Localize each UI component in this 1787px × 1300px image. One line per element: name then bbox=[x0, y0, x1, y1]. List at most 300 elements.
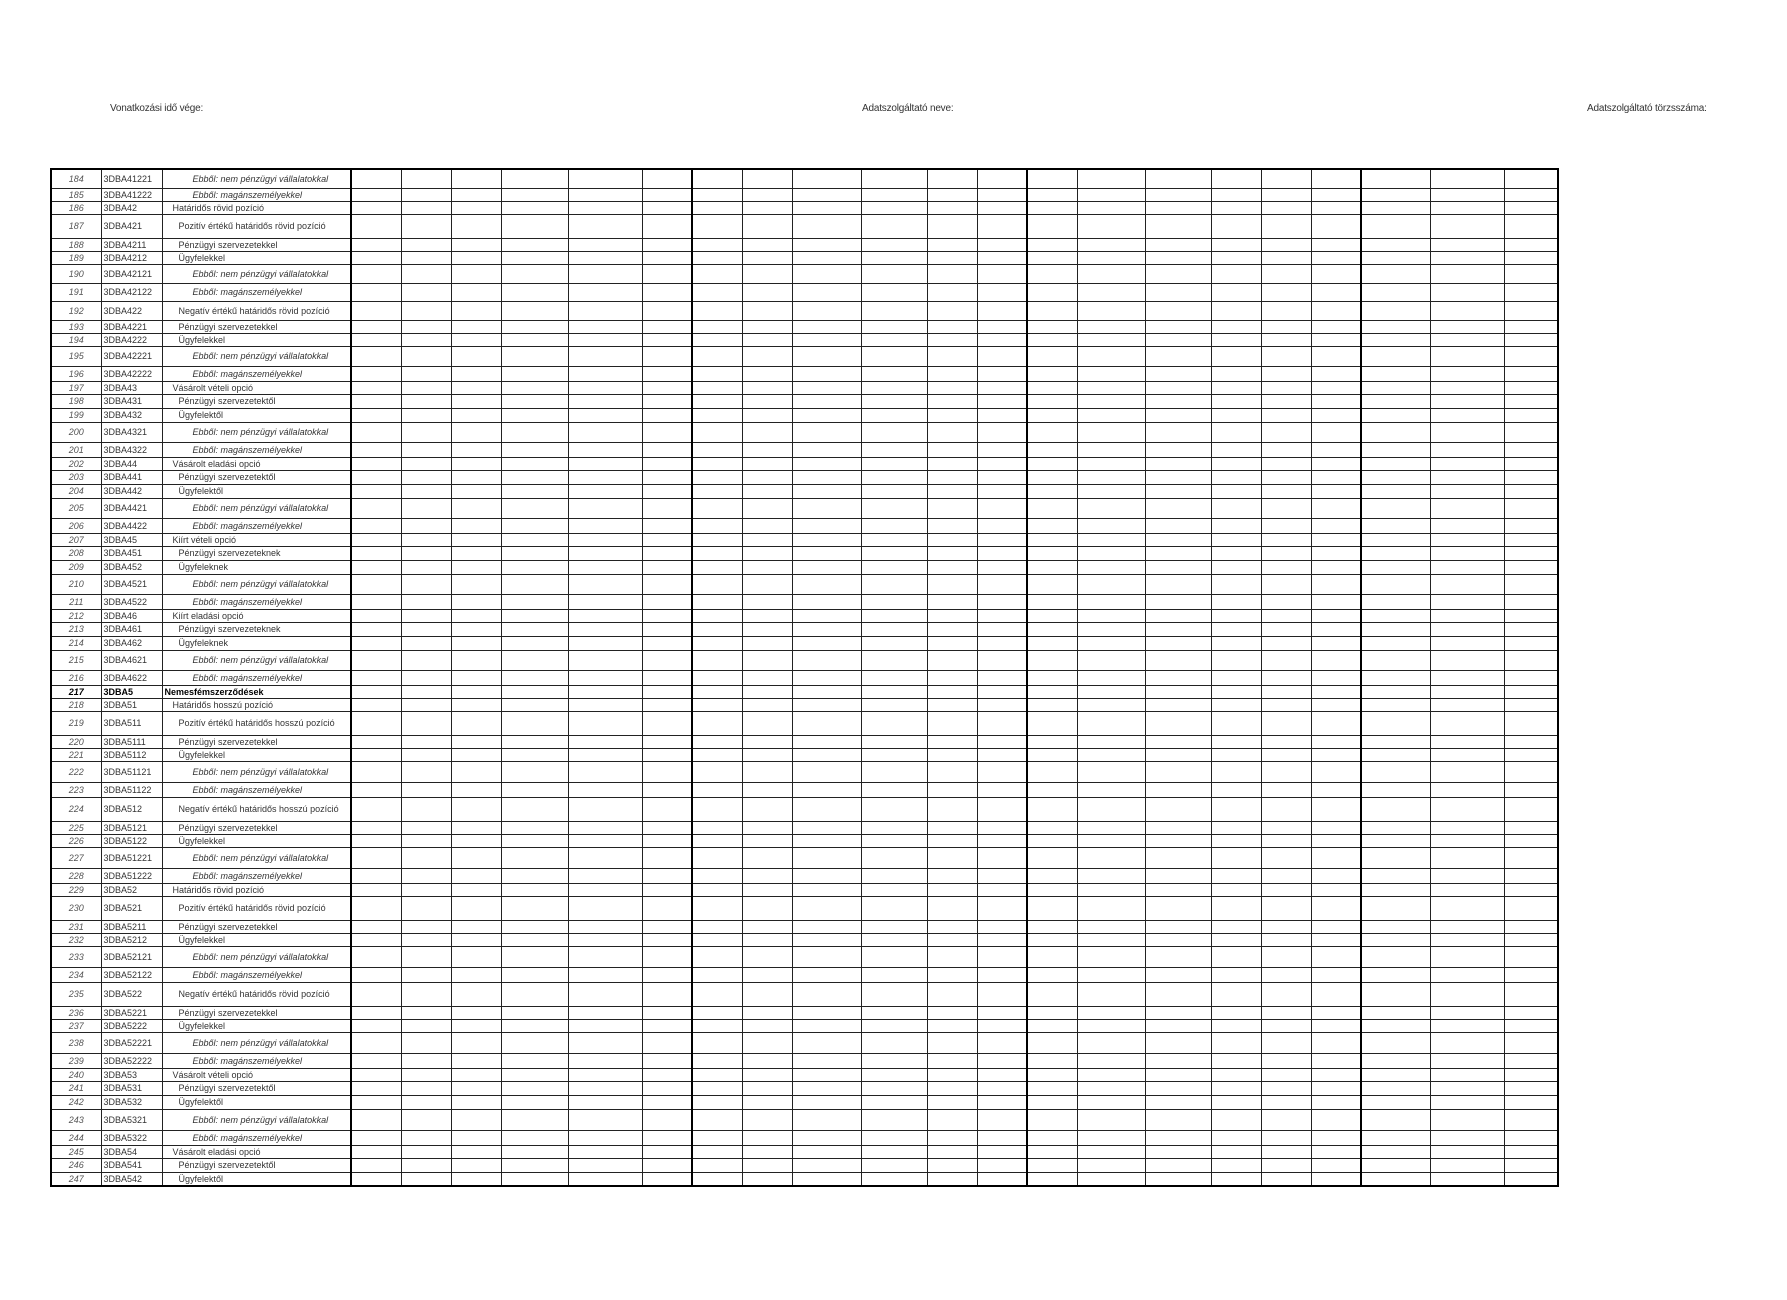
data-cell[interactable] bbox=[501, 470, 568, 484]
data-cell[interactable] bbox=[401, 381, 451, 394]
data-cell[interactable] bbox=[742, 394, 792, 408]
data-cell[interactable] bbox=[568, 408, 642, 422]
data-cell[interactable] bbox=[568, 967, 642, 982]
data-cell[interactable] bbox=[861, 546, 927, 560]
data-cell[interactable] bbox=[742, 609, 792, 622]
data-cell[interactable] bbox=[1261, 1109, 1311, 1130]
data-cell[interactable] bbox=[742, 169, 792, 188]
data-cell[interactable] bbox=[642, 761, 692, 782]
data-cell[interactable] bbox=[1211, 1068, 1261, 1081]
data-cell[interactable] bbox=[1361, 169, 1430, 188]
data-cell[interactable] bbox=[1145, 609, 1211, 622]
data-cell[interactable] bbox=[1027, 394, 1077, 408]
data-cell[interactable] bbox=[692, 214, 742, 238]
data-cell[interactable] bbox=[692, 685, 742, 698]
data-cell[interactable] bbox=[451, 1145, 501, 1158]
data-cell[interactable] bbox=[1261, 1032, 1311, 1053]
data-cell[interactable] bbox=[1077, 761, 1145, 782]
data-cell[interactable] bbox=[501, 301, 568, 320]
data-cell[interactable] bbox=[1361, 422, 1430, 442]
data-cell[interactable] bbox=[742, 946, 792, 967]
data-cell[interactable] bbox=[792, 533, 861, 546]
data-cell[interactable] bbox=[1361, 320, 1430, 333]
data-cell[interactable] bbox=[1145, 698, 1211, 711]
data-cell[interactable] bbox=[1430, 670, 1504, 685]
data-cell[interactable] bbox=[1311, 782, 1361, 797]
data-cell[interactable] bbox=[401, 834, 451, 847]
data-cell[interactable] bbox=[401, 1081, 451, 1095]
data-cell[interactable] bbox=[1077, 498, 1145, 518]
data-cell[interactable] bbox=[1361, 982, 1430, 1006]
data-cell[interactable] bbox=[1261, 609, 1311, 622]
data-cell[interactable] bbox=[351, 366, 401, 381]
data-cell[interactable] bbox=[1504, 698, 1558, 711]
data-cell[interactable] bbox=[351, 636, 401, 650]
data-cell[interactable] bbox=[927, 1019, 977, 1032]
data-cell[interactable] bbox=[351, 1006, 401, 1019]
data-cell[interactable] bbox=[1430, 594, 1504, 609]
data-cell[interactable] bbox=[568, 650, 642, 670]
data-cell[interactable] bbox=[927, 1130, 977, 1145]
data-cell[interactable] bbox=[642, 594, 692, 609]
data-cell[interactable] bbox=[451, 283, 501, 301]
data-cell[interactable] bbox=[1430, 636, 1504, 650]
data-cell[interactable] bbox=[1027, 636, 1077, 650]
data-cell[interactable] bbox=[1430, 498, 1504, 518]
data-cell[interactable] bbox=[1145, 188, 1211, 201]
data-cell[interactable] bbox=[1361, 301, 1430, 320]
data-cell[interactable] bbox=[568, 868, 642, 883]
data-cell[interactable] bbox=[1145, 735, 1211, 748]
data-cell[interactable] bbox=[1027, 201, 1077, 214]
data-cell[interactable] bbox=[642, 264, 692, 283]
data-cell[interactable] bbox=[451, 251, 501, 264]
data-cell[interactable] bbox=[1311, 868, 1361, 883]
data-cell[interactable] bbox=[1361, 1019, 1430, 1032]
data-cell[interactable] bbox=[1027, 609, 1077, 622]
data-cell[interactable] bbox=[501, 518, 568, 533]
data-cell[interactable] bbox=[927, 920, 977, 933]
data-cell[interactable] bbox=[792, 896, 861, 920]
data-cell[interactable] bbox=[642, 609, 692, 622]
data-cell[interactable] bbox=[792, 982, 861, 1006]
data-cell[interactable] bbox=[501, 797, 568, 821]
data-cell[interactable] bbox=[1077, 560, 1145, 574]
data-cell[interactable] bbox=[451, 518, 501, 533]
data-cell[interactable] bbox=[927, 470, 977, 484]
data-cell[interactable] bbox=[642, 470, 692, 484]
data-cell[interactable] bbox=[568, 1081, 642, 1095]
data-cell[interactable] bbox=[1361, 920, 1430, 933]
data-cell[interactable] bbox=[1211, 283, 1261, 301]
data-cell[interactable] bbox=[977, 484, 1027, 498]
data-cell[interactable] bbox=[927, 188, 977, 201]
data-cell[interactable] bbox=[1211, 238, 1261, 251]
data-cell[interactable] bbox=[1261, 422, 1311, 442]
data-cell[interactable] bbox=[568, 748, 642, 761]
data-cell[interactable] bbox=[1504, 685, 1558, 698]
data-cell[interactable] bbox=[1027, 333, 1077, 346]
data-cell[interactable] bbox=[742, 201, 792, 214]
data-cell[interactable] bbox=[501, 1172, 568, 1186]
data-cell[interactable] bbox=[977, 847, 1027, 868]
data-cell[interactable] bbox=[501, 609, 568, 622]
data-cell[interactable] bbox=[1311, 622, 1361, 636]
data-cell[interactable] bbox=[692, 933, 742, 946]
data-cell[interactable] bbox=[927, 442, 977, 457]
data-cell[interactable] bbox=[861, 982, 927, 1006]
data-cell[interactable] bbox=[977, 408, 1027, 422]
data-cell[interactable] bbox=[451, 484, 501, 498]
data-cell[interactable] bbox=[401, 422, 451, 442]
data-cell[interactable] bbox=[1311, 320, 1361, 333]
data-cell[interactable] bbox=[1027, 650, 1077, 670]
data-cell[interactable] bbox=[792, 346, 861, 366]
data-cell[interactable] bbox=[501, 650, 568, 670]
data-cell[interactable] bbox=[1430, 868, 1504, 883]
data-cell[interactable] bbox=[927, 498, 977, 518]
data-cell[interactable] bbox=[692, 1053, 742, 1068]
data-cell[interactable] bbox=[351, 1019, 401, 1032]
data-cell[interactable] bbox=[1027, 346, 1077, 366]
data-cell[interactable] bbox=[1145, 457, 1211, 470]
data-cell[interactable] bbox=[692, 394, 742, 408]
data-cell[interactable] bbox=[742, 1145, 792, 1158]
data-cell[interactable] bbox=[1077, 283, 1145, 301]
data-cell[interactable] bbox=[451, 821, 501, 834]
data-cell[interactable] bbox=[1145, 650, 1211, 670]
data-cell[interactable] bbox=[1261, 201, 1311, 214]
data-cell[interactable] bbox=[351, 883, 401, 896]
data-cell[interactable] bbox=[568, 422, 642, 442]
data-cell[interactable] bbox=[1027, 1158, 1077, 1172]
data-cell[interactable] bbox=[1145, 1068, 1211, 1081]
data-cell[interactable] bbox=[401, 1019, 451, 1032]
data-cell[interactable] bbox=[861, 422, 927, 442]
data-cell[interactable] bbox=[1027, 748, 1077, 761]
data-cell[interactable] bbox=[1027, 797, 1077, 821]
data-cell[interactable] bbox=[1361, 670, 1430, 685]
data-cell[interactable] bbox=[977, 1095, 1027, 1109]
data-cell[interactable] bbox=[501, 834, 568, 847]
data-cell[interactable] bbox=[861, 283, 927, 301]
data-cell[interactable] bbox=[742, 1130, 792, 1145]
data-cell[interactable] bbox=[1077, 748, 1145, 761]
data-cell[interactable] bbox=[1261, 238, 1311, 251]
data-cell[interactable] bbox=[1211, 797, 1261, 821]
data-cell[interactable] bbox=[1211, 498, 1261, 518]
data-cell[interactable] bbox=[1504, 264, 1558, 283]
data-cell[interactable] bbox=[1261, 748, 1311, 761]
data-cell[interactable] bbox=[642, 1019, 692, 1032]
data-cell[interactable] bbox=[927, 946, 977, 967]
data-cell[interactable] bbox=[642, 1081, 692, 1095]
data-cell[interactable] bbox=[927, 346, 977, 366]
data-cell[interactable] bbox=[401, 883, 451, 896]
data-cell[interactable] bbox=[568, 1130, 642, 1145]
data-cell[interactable] bbox=[1361, 283, 1430, 301]
data-cell[interactable] bbox=[1027, 782, 1077, 797]
data-cell[interactable] bbox=[1311, 711, 1361, 735]
data-cell[interactable] bbox=[977, 821, 1027, 834]
data-cell[interactable] bbox=[927, 1109, 977, 1130]
data-cell[interactable] bbox=[1361, 698, 1430, 711]
data-cell[interactable] bbox=[1145, 982, 1211, 1006]
data-cell[interactable] bbox=[927, 868, 977, 883]
data-cell[interactable] bbox=[1261, 457, 1311, 470]
data-cell[interactable] bbox=[1027, 868, 1077, 883]
data-cell[interactable] bbox=[1311, 698, 1361, 711]
data-cell[interactable] bbox=[1145, 422, 1211, 442]
data-cell[interactable] bbox=[1211, 188, 1261, 201]
data-cell[interactable] bbox=[451, 498, 501, 518]
data-cell[interactable] bbox=[742, 546, 792, 560]
data-cell[interactable] bbox=[1504, 442, 1558, 457]
data-cell[interactable] bbox=[1361, 408, 1430, 422]
data-cell[interactable] bbox=[1027, 622, 1077, 636]
data-cell[interactable] bbox=[451, 711, 501, 735]
data-cell[interactable] bbox=[642, 1109, 692, 1130]
data-cell[interactable] bbox=[351, 381, 401, 394]
data-cell[interactable] bbox=[927, 735, 977, 748]
data-cell[interactable] bbox=[861, 711, 927, 735]
data-cell[interactable] bbox=[861, 650, 927, 670]
data-cell[interactable] bbox=[742, 685, 792, 698]
data-cell[interactable] bbox=[401, 933, 451, 946]
data-cell[interactable] bbox=[792, 761, 861, 782]
data-cell[interactable] bbox=[1077, 1158, 1145, 1172]
data-cell[interactable] bbox=[568, 238, 642, 251]
data-cell[interactable] bbox=[1361, 238, 1430, 251]
data-cell[interactable] bbox=[1504, 457, 1558, 470]
data-cell[interactable] bbox=[1430, 238, 1504, 251]
data-cell[interactable] bbox=[692, 1019, 742, 1032]
data-cell[interactable] bbox=[1430, 381, 1504, 394]
data-cell[interactable] bbox=[568, 533, 642, 546]
data-cell[interactable] bbox=[1261, 650, 1311, 670]
data-cell[interactable] bbox=[351, 594, 401, 609]
data-cell[interactable] bbox=[401, 533, 451, 546]
data-cell[interactable] bbox=[642, 782, 692, 797]
data-cell[interactable] bbox=[861, 1145, 927, 1158]
data-cell[interactable] bbox=[1430, 920, 1504, 933]
data-cell[interactable] bbox=[1311, 797, 1361, 821]
data-cell[interactable] bbox=[742, 883, 792, 896]
data-cell[interactable] bbox=[401, 636, 451, 650]
data-cell[interactable] bbox=[401, 457, 451, 470]
data-cell[interactable] bbox=[692, 782, 742, 797]
data-cell[interactable] bbox=[1077, 1130, 1145, 1145]
data-cell[interactable] bbox=[1027, 1145, 1077, 1158]
data-cell[interactable] bbox=[1504, 967, 1558, 982]
data-cell[interactable] bbox=[1145, 394, 1211, 408]
data-cell[interactable] bbox=[451, 320, 501, 333]
data-cell[interactable] bbox=[1361, 188, 1430, 201]
data-cell[interactable] bbox=[742, 1068, 792, 1081]
data-cell[interactable] bbox=[1145, 711, 1211, 735]
data-cell[interactable] bbox=[501, 896, 568, 920]
data-cell[interactable] bbox=[1027, 169, 1077, 188]
data-cell[interactable] bbox=[1145, 1006, 1211, 1019]
data-cell[interactable] bbox=[501, 201, 568, 214]
data-cell[interactable] bbox=[501, 1081, 568, 1095]
data-cell[interactable] bbox=[1261, 982, 1311, 1006]
data-cell[interactable] bbox=[861, 1109, 927, 1130]
data-cell[interactable] bbox=[501, 283, 568, 301]
data-cell[interactable] bbox=[1211, 761, 1261, 782]
data-cell[interactable] bbox=[1311, 1068, 1361, 1081]
data-cell[interactable] bbox=[1504, 1109, 1558, 1130]
data-cell[interactable] bbox=[1211, 1158, 1261, 1172]
data-cell[interactable] bbox=[1145, 546, 1211, 560]
data-cell[interactable] bbox=[1361, 622, 1430, 636]
data-cell[interactable] bbox=[351, 711, 401, 735]
data-cell[interactable] bbox=[568, 1109, 642, 1130]
data-cell[interactable] bbox=[742, 748, 792, 761]
data-cell[interactable] bbox=[401, 518, 451, 533]
data-cell[interactable] bbox=[451, 896, 501, 920]
data-cell[interactable] bbox=[792, 201, 861, 214]
data-cell[interactable] bbox=[501, 1158, 568, 1172]
data-cell[interactable] bbox=[977, 546, 1027, 560]
data-cell[interactable] bbox=[642, 821, 692, 834]
data-cell[interactable] bbox=[1430, 422, 1504, 442]
data-cell[interactable] bbox=[351, 408, 401, 422]
data-cell[interactable] bbox=[351, 609, 401, 622]
data-cell[interactable] bbox=[568, 264, 642, 283]
data-cell[interactable] bbox=[1361, 1109, 1430, 1130]
data-cell[interactable] bbox=[1077, 264, 1145, 283]
data-cell[interactable] bbox=[1027, 1053, 1077, 1068]
data-cell[interactable] bbox=[1311, 650, 1361, 670]
data-cell[interactable] bbox=[861, 484, 927, 498]
data-cell[interactable] bbox=[1361, 442, 1430, 457]
data-cell[interactable] bbox=[1311, 1081, 1361, 1095]
data-cell[interactable] bbox=[351, 670, 401, 685]
data-cell[interactable] bbox=[792, 518, 861, 533]
data-cell[interactable] bbox=[1261, 821, 1311, 834]
data-cell[interactable] bbox=[861, 188, 927, 201]
data-cell[interactable] bbox=[1261, 1053, 1311, 1068]
data-cell[interactable] bbox=[1145, 283, 1211, 301]
data-cell[interactable] bbox=[1027, 847, 1077, 868]
data-cell[interactable] bbox=[642, 214, 692, 238]
data-cell[interactable] bbox=[1077, 946, 1145, 967]
data-cell[interactable] bbox=[351, 394, 401, 408]
data-cell[interactable] bbox=[692, 735, 742, 748]
data-cell[interactable] bbox=[568, 797, 642, 821]
data-cell[interactable] bbox=[977, 283, 1027, 301]
data-cell[interactable] bbox=[642, 698, 692, 711]
data-cell[interactable] bbox=[451, 169, 501, 188]
data-cell[interactable] bbox=[861, 457, 927, 470]
data-cell[interactable] bbox=[1211, 650, 1261, 670]
data-cell[interactable] bbox=[1077, 883, 1145, 896]
data-cell[interactable] bbox=[1027, 408, 1077, 422]
data-cell[interactable] bbox=[1077, 169, 1145, 188]
data-cell[interactable] bbox=[1311, 883, 1361, 896]
data-cell[interactable] bbox=[692, 868, 742, 883]
data-cell[interactable] bbox=[861, 442, 927, 457]
data-cell[interactable] bbox=[927, 457, 977, 470]
data-cell[interactable] bbox=[927, 834, 977, 847]
data-cell[interactable] bbox=[742, 301, 792, 320]
data-cell[interactable] bbox=[692, 1109, 742, 1130]
data-cell[interactable] bbox=[401, 1130, 451, 1145]
data-cell[interactable] bbox=[1311, 1145, 1361, 1158]
data-cell[interactable] bbox=[1504, 560, 1558, 574]
data-cell[interactable] bbox=[977, 251, 1027, 264]
data-cell[interactable] bbox=[1261, 560, 1311, 574]
data-cell[interactable] bbox=[1504, 1053, 1558, 1068]
data-cell[interactable] bbox=[351, 821, 401, 834]
data-cell[interactable] bbox=[642, 711, 692, 735]
data-cell[interactable] bbox=[501, 1109, 568, 1130]
data-cell[interactable] bbox=[927, 1172, 977, 1186]
data-cell[interactable] bbox=[977, 301, 1027, 320]
data-cell[interactable] bbox=[977, 1145, 1027, 1158]
data-cell[interactable] bbox=[1361, 748, 1430, 761]
data-cell[interactable] bbox=[1027, 457, 1077, 470]
data-cell[interactable] bbox=[1311, 1095, 1361, 1109]
data-cell[interactable] bbox=[1504, 735, 1558, 748]
data-cell[interactable] bbox=[501, 546, 568, 560]
data-cell[interactable] bbox=[861, 533, 927, 546]
data-cell[interactable] bbox=[927, 883, 977, 896]
data-cell[interactable] bbox=[1504, 1019, 1558, 1032]
data-cell[interactable] bbox=[742, 346, 792, 366]
data-cell[interactable] bbox=[692, 594, 742, 609]
data-cell[interactable] bbox=[351, 650, 401, 670]
data-cell[interactable] bbox=[568, 1145, 642, 1158]
data-cell[interactable] bbox=[642, 301, 692, 320]
data-cell[interactable] bbox=[1211, 868, 1261, 883]
data-cell[interactable] bbox=[501, 238, 568, 251]
data-cell[interactable] bbox=[568, 484, 642, 498]
data-cell[interactable] bbox=[1504, 169, 1558, 188]
data-cell[interactable] bbox=[1361, 868, 1430, 883]
data-cell[interactable] bbox=[451, 333, 501, 346]
data-cell[interactable] bbox=[792, 442, 861, 457]
data-cell[interactable] bbox=[977, 1081, 1027, 1095]
data-cell[interactable] bbox=[1504, 214, 1558, 238]
data-cell[interactable] bbox=[1211, 574, 1261, 594]
data-cell[interactable] bbox=[1027, 967, 1077, 982]
data-cell[interactable] bbox=[451, 188, 501, 201]
data-cell[interactable] bbox=[351, 967, 401, 982]
data-cell[interactable] bbox=[1361, 967, 1430, 982]
data-cell[interactable] bbox=[568, 546, 642, 560]
data-cell[interactable] bbox=[792, 847, 861, 868]
data-cell[interactable] bbox=[792, 1158, 861, 1172]
data-cell[interactable] bbox=[1361, 546, 1430, 560]
data-cell[interactable] bbox=[1145, 1145, 1211, 1158]
data-cell[interactable] bbox=[451, 834, 501, 847]
data-cell[interactable] bbox=[1211, 333, 1261, 346]
data-cell[interactable] bbox=[401, 346, 451, 366]
data-cell[interactable] bbox=[1361, 346, 1430, 366]
data-cell[interactable] bbox=[1027, 484, 1077, 498]
data-cell[interactable] bbox=[792, 251, 861, 264]
data-cell[interactable] bbox=[1077, 320, 1145, 333]
data-cell[interactable] bbox=[642, 408, 692, 422]
data-cell[interactable] bbox=[927, 782, 977, 797]
data-cell[interactable] bbox=[792, 821, 861, 834]
data-cell[interactable] bbox=[1311, 946, 1361, 967]
data-cell[interactable] bbox=[1430, 1053, 1504, 1068]
data-cell[interactable] bbox=[1430, 650, 1504, 670]
data-cell[interactable] bbox=[501, 1032, 568, 1053]
